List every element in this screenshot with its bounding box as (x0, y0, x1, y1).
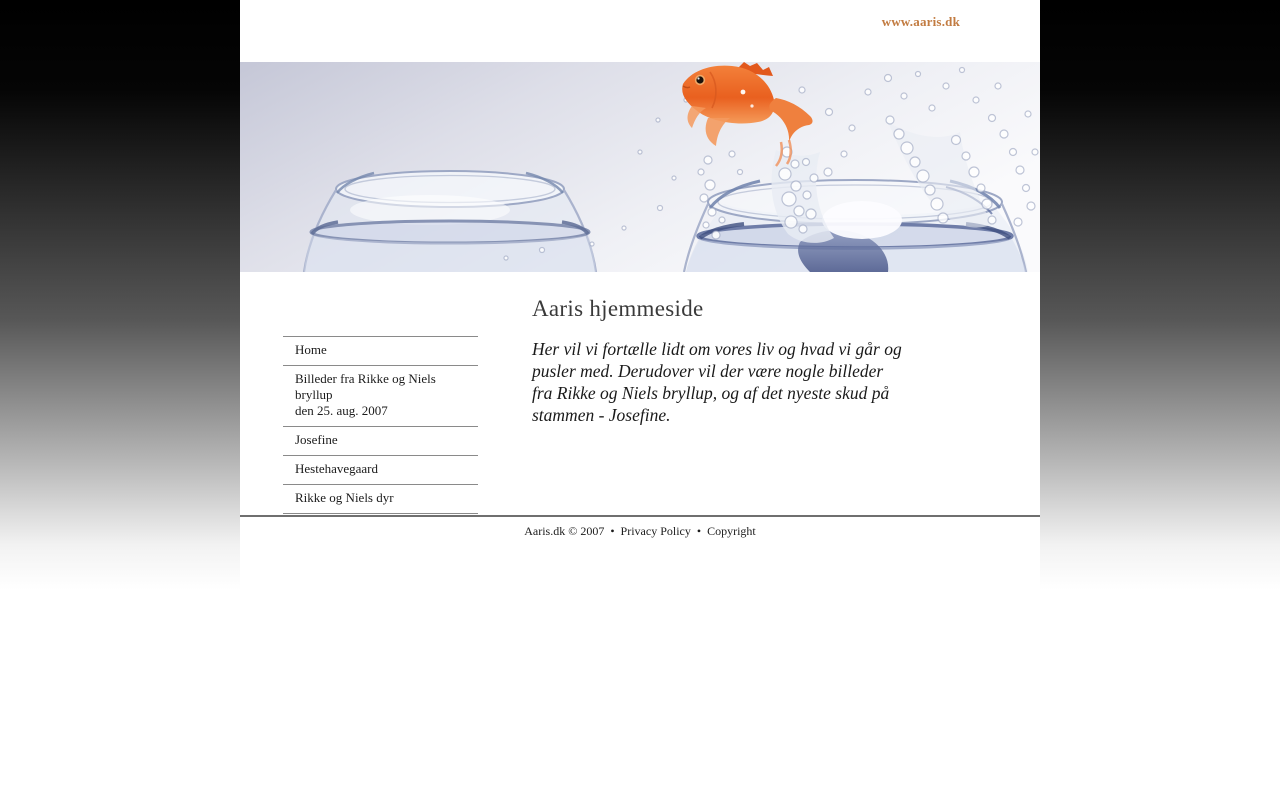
footer-bullet: • (610, 524, 615, 538)
menu-item-label: Hestehavegaard (295, 461, 379, 476)
main-content (240, 272, 1040, 515)
site-header (240, 0, 1040, 62)
page-title: Aaris hjemmeside (532, 296, 704, 321)
intro-line: Her vil vi fortælle lidt om vores liv og hvad vi går og (532, 339, 902, 359)
banner-image (240, 62, 1040, 272)
menu-item-label: Home (295, 342, 327, 357)
menu-item-josefine[interactable] (283, 426, 478, 455)
goldfish-banner-illustration (240, 62, 1040, 272)
footer-link-privacy-policy[interactable]: Privacy Policy (620, 524, 691, 538)
menu-item-billeder-bryllup[interactable] (283, 365, 478, 426)
intro-section (532, 296, 946, 426)
content-column (240, 0, 1040, 800)
menu-item-rikke-og-niels-dyr[interactable] (283, 484, 478, 513)
sidebar-menu (283, 336, 478, 514)
footer-bullet: • (696, 524, 702, 538)
footer (240, 517, 1040, 539)
intro-line: fra Rikke og Niels bryllup, og af det nyeste skud på (532, 383, 890, 403)
intro-line: stammen - Josefine. (532, 405, 671, 425)
menu-item-home[interactable] (283, 336, 478, 365)
footer-copyright: Aaris.dk © 2007 (524, 524, 605, 538)
menu-item-label: Josefine (295, 432, 338, 447)
menu-item-label: den 25. aug. 2007 (295, 403, 388, 418)
footer-link-copyright[interactable]: Copyright (707, 524, 756, 538)
left-fishbowl (304, 171, 596, 272)
menu-item-hestehavegaard[interactable] (283, 455, 478, 484)
intro-paragraph (532, 338, 946, 426)
menu-item-label: Billeder fra Rikke og Niels bryllup (295, 371, 436, 402)
site-url-link[interactable]: www.aaris.dk (881, 14, 960, 29)
menu-item-label: Rikke og Niels dyr (295, 490, 394, 505)
intro-line: pusler med. Derudover vil der være nogle billeder (532, 361, 884, 381)
